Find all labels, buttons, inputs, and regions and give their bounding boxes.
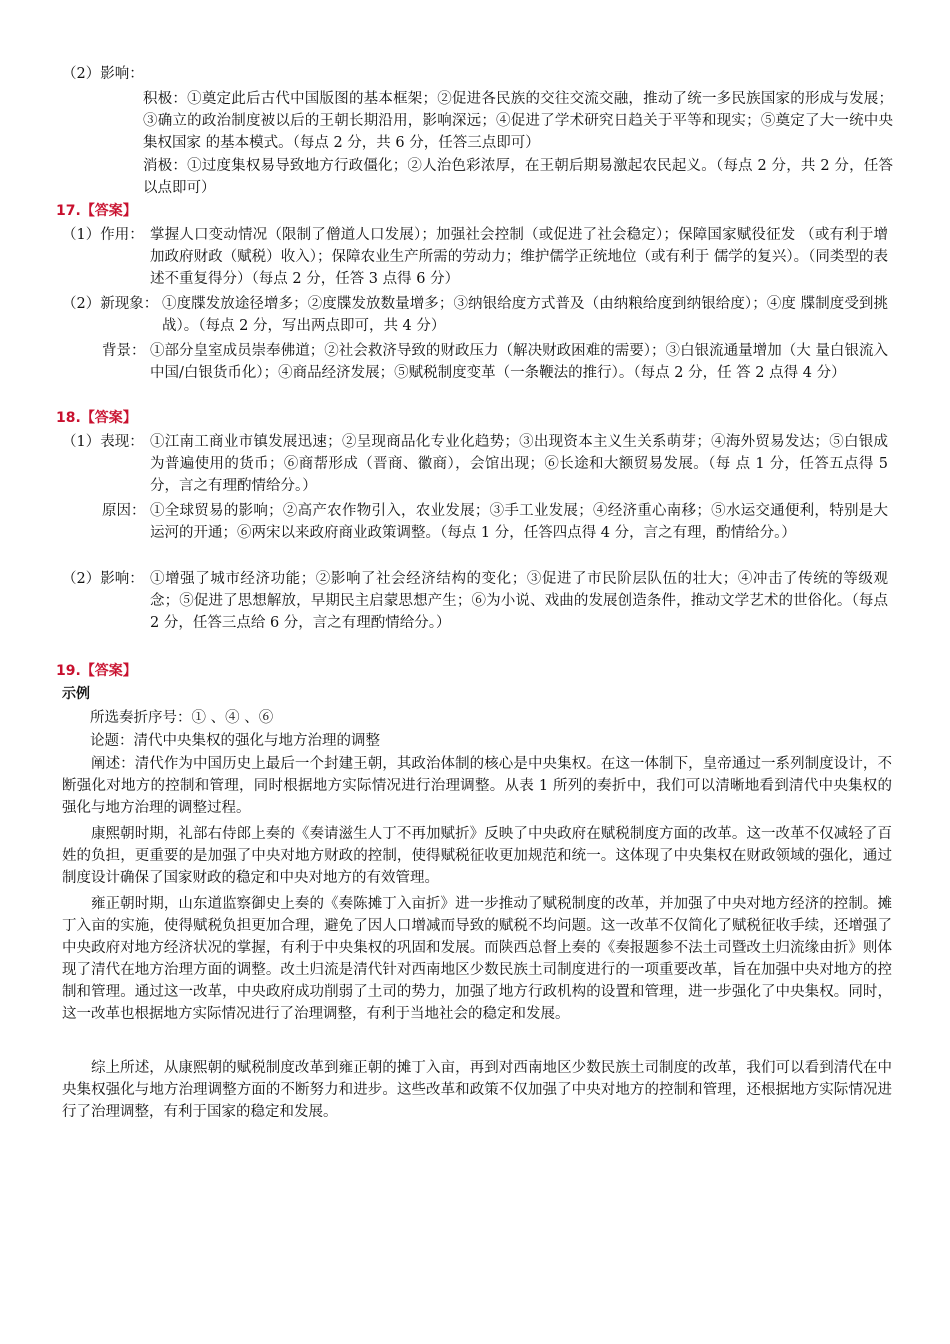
q18-part2-text: ①增强了城市经济功能；②影响了社会经济结构的变化；③促进了市民阶层队伍的壮大；④冲击了传统的等级观念；⑤促进了思想解放，早期民主启蒙思想产生；⑥为小说、戏曲的发展创造条件，推动文学艺术的世俗化。（每点 2 分，任答三点给 6 分，言之有理酌情给分。）: [150, 571, 888, 631]
q17-background-text: ①部分皇室成员崇奉佛道；②社会救济导致的财政压力（解决财政困难的需要）；③白银流通量增加（大 量白银流入中国/白银货币化）；④商品经济发展；⑤赋税制度变革（一条鞭法的推行）。（每点 2 分，任 答 2 点得 4 分）: [150, 343, 888, 381]
q19-selected-memorials: 所选奏折序号：① 、④ 、⑥: [90, 710, 274, 726]
q17-answer-tag: 【答案】: [80, 203, 137, 219]
q19-paragraph-3: 雍正朝时期，山东道监察御史上奏的《奏陈摊丁入亩折》进一步推动了赋税制度的改革，并加强了中央对地方经济的控制。摊丁入亩的实施，使得赋税负担更加合理，避免了因人口增减而导致的赋税不均问题。这一改革不仅简化了赋税征收手续，还增强了中央政府对地方经济状况的掌握，有利于中央集权的巩固和发展。而陕西总督上奏的《奏报题参不法土司暨改土归流缘由折》则体现了清代在地方治理方面的调整。改土归流是清代针对西南地区少数民族土司制度进行的一项重要改革，旨在加强中央对地方的控制和管理。通过这一改革，中央政府成功削弱了土司的势力，加强了地方行政机构的设置和管理，进一步强化了中央集权。同时，这一改革也根据地方实际情况进行了治理调整，有利于当地社会的稳定和发展。: [62, 896, 892, 1022]
q19-number: 19.: [56, 663, 81, 679]
q16-part2-label: （2）影响：: [62, 66, 144, 82]
q16-positive-impact: 积极：①奠定此后古代中国版图的基本框架；②促进各民族的交往交流交融，推动了统一多民族国家的形成与发展；③确立的政治制度被以后的王朝长期沿用，影响深远；④促进了学术研究日趋关于平等和现实；⑤奠定了大一统中央集权国家 的基本模式。（每点 2 分，共 6 分，任答三点即可）: [143, 91, 893, 151]
q18-number: 18.: [56, 410, 81, 426]
q18-reason-text: ①全球贸易的影响；②高产农作物引入，农业发展；③手工业发展；④经济重心南移；⑤水运交通便利，特别是大运河的开通；⑥两宋以来政府商业政策调整。（每点 1 分，任答四点得 4 分，言之有理，酌情给分。）: [150, 503, 888, 541]
q17-part2-text: ①度牒发放途径增多；②度牒发放数量增多；③纳银给度方式普及（由纳粮给度到纳银给度）；④度 牒制度受到挑战）。（每点 2 分，写出两点即可，共 4 分）: [162, 296, 888, 334]
q18-heading: [56, 407, 137, 429]
q17-part1-text: 掌握人口变动情况（限制了僧道人口发展）；加强社会控制（或促进了社会稳定）；保障国家赋役征发 （或有利于增加政府财政（赋税）收入）；保障农业生产所需的劳动力；维护儒学正统地位（或有利于 儒学的复兴）。（同类型的表述不重复得分）（每点 2 分，任答 3 点得 6 分）: [150, 227, 888, 287]
q18-answer-tag: 【答案】: [80, 410, 137, 426]
q18-reason-label: 原因：: [102, 503, 146, 519]
q19-paragraph-1: 阐述：清代作为中国历史上最后一个封建王朝，其政治体制的核心是中央集权。在这一体制下，皇帝通过一系列制度设计，不断强化对地方的控制和管理，同时根据地方实际情况进行治理调整。从表 1 所列的奏折中，我们可以清晰地看到清代中央集权的强化与地方治理的调整过程。: [62, 756, 892, 816]
q19-answer-tag: 【答案】: [80, 663, 137, 679]
q18-part2-label: （2）影响：: [62, 571, 144, 587]
q17-part1-label: （1）作用：: [62, 227, 144, 243]
q19-example-label: 示例: [62, 686, 90, 702]
q18-part1-label: （1）表现：: [62, 434, 144, 450]
q17-number: 17.: [56, 203, 81, 219]
q19-paragraph-2: 康熙朝时期，礼部右侍郎上奏的《奏请滋生人丁不再加赋折》反映了中央政府在赋税制度方面的改革。这一改革不仅减轻了百姓的负担，更重要的是加强了中央对地方财政的控制，使得赋税征收更加规范和统一。这体现了中央集权在财政领域的强化，通过制度设计确保了国家财政的稳定和中央对地方的有效管理。: [62, 826, 892, 886]
q17-background-label: 背景：: [102, 343, 146, 359]
q19-topic: 论题：清代中央集权的强化与地方治理的调整: [90, 733, 380, 749]
q18-part1-text: ①江南工商业市镇发展迅速；②呈现商品化专业化趋势；③出现资本主义生关系萌芽；④海外贸易发达；⑤白银成为普遍使用的货币；⑥商帮形成（晋商、徽商），会馆出现；⑥长途和大额贸易发展。（每 点 1 分，任答五点得 5 分，言之有理酌情给分。）: [150, 434, 888, 494]
q19-heading: [56, 660, 137, 682]
q17-part2-label: （2）新现象：: [62, 296, 159, 312]
q19-paragraph-4: 综上所述，从康熙朝的赋税制度改革到雍正朝的摊丁入亩，再到对西南地区少数民族土司制度的改革，我们可以看到清代在中央集权强化与地方治理调整方面的不断努力和进步。这些改革和政策不仅加强了中央对地方的控制和管理，还根据地方实际情况进行了治理调整，有利于国家的稳定和发展。: [62, 1060, 892, 1120]
q16-negative-impact: 消极：①过度集权易导致地方行政僵化；②人治色彩浓厚，在王朝后期易激起农民起义。（每点 2 分，共 2 分，任答以点即可）: [143, 158, 893, 196]
q17-heading: [56, 200, 137, 222]
